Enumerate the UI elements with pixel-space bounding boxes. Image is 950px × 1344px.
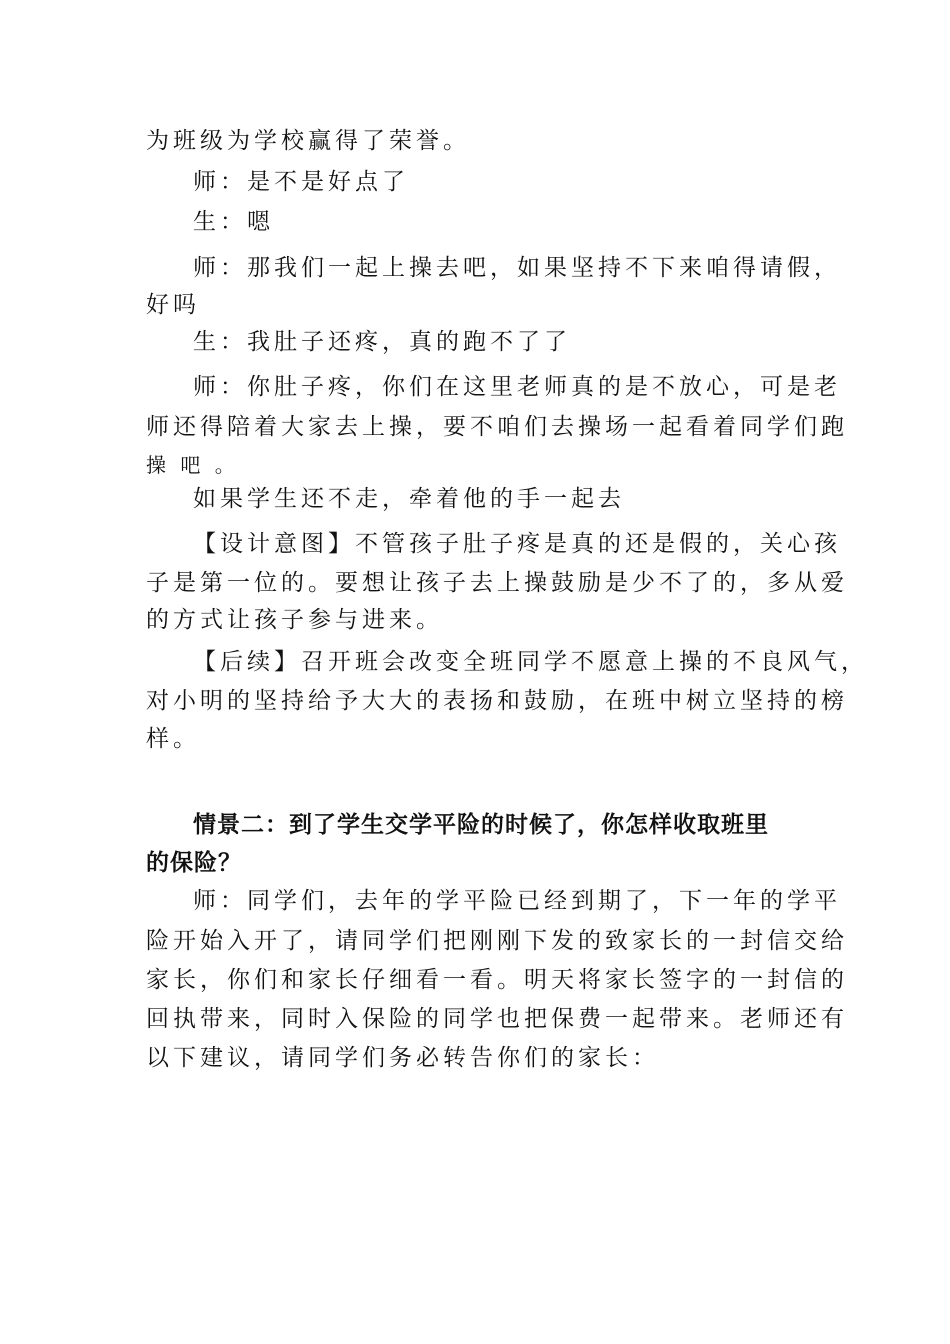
text-line: 样。 <box>146 726 200 752</box>
text-line: 家长，你们和家长仔细看一看。明天将家长签字的一封信的 <box>146 967 848 993</box>
text-line: 操 吧 。 <box>146 453 239 477</box>
text-line: 【设计意图】不管孩子肚子疼是真的还是假的，关心孩 <box>193 531 841 557</box>
text-line: 师还得陪着大家去上操，要不咱们去操场一起看着同学们跑 <box>146 414 848 440</box>
text-line: 对小明的坚持给予大大的表扬和鼓励，在班中树立坚持的榜 <box>146 688 848 714</box>
text-line: 险开始入开了，请同学们把刚刚下发的致家长的一封信交给 <box>146 928 848 954</box>
text-line: 师：同学们，去年的学平险已经到期了，下一年的学平 <box>193 888 841 914</box>
section-heading: 情景二：到了学生交学平险的时候了，你怎样收取班里 <box>193 812 769 838</box>
text-line: 以下建议，请同学们务必转告你们的家长： <box>146 1045 659 1071</box>
text-line: 好吗 <box>146 292 200 318</box>
text-line: 如果学生还不走，牵着他的手一起去 <box>193 486 625 512</box>
text-line: 生：嗯 <box>193 209 274 235</box>
section-heading: 的保险？ <box>146 850 242 876</box>
text-line: 子是第一位的。要想让孩子去上操鼓励是少不了的，多从爱 <box>146 570 848 596</box>
text-line: 师：那我们一起上操去吧，如果坚持不下来咱得请假， <box>193 255 841 281</box>
text-line: 师：你肚子疼，你们在这里老师真的是不放心，可是老 <box>193 374 841 400</box>
text-line: 师：是不是好点了 <box>193 169 409 195</box>
text-line: 的方式让孩子参与进来。 <box>146 607 443 633</box>
text-line: 为班级为学校赢得了荣誉。 <box>146 128 470 154</box>
text-line: 生：我肚子还疼，真的跑不了了 <box>193 329 571 355</box>
text-line: 回执带来，同时入保险的同学也把保费一起带来。老师还有 <box>146 1006 848 1032</box>
text-line: 【后续】召开班会改变全班同学不愿意上操的不良风气， <box>193 649 868 675</box>
